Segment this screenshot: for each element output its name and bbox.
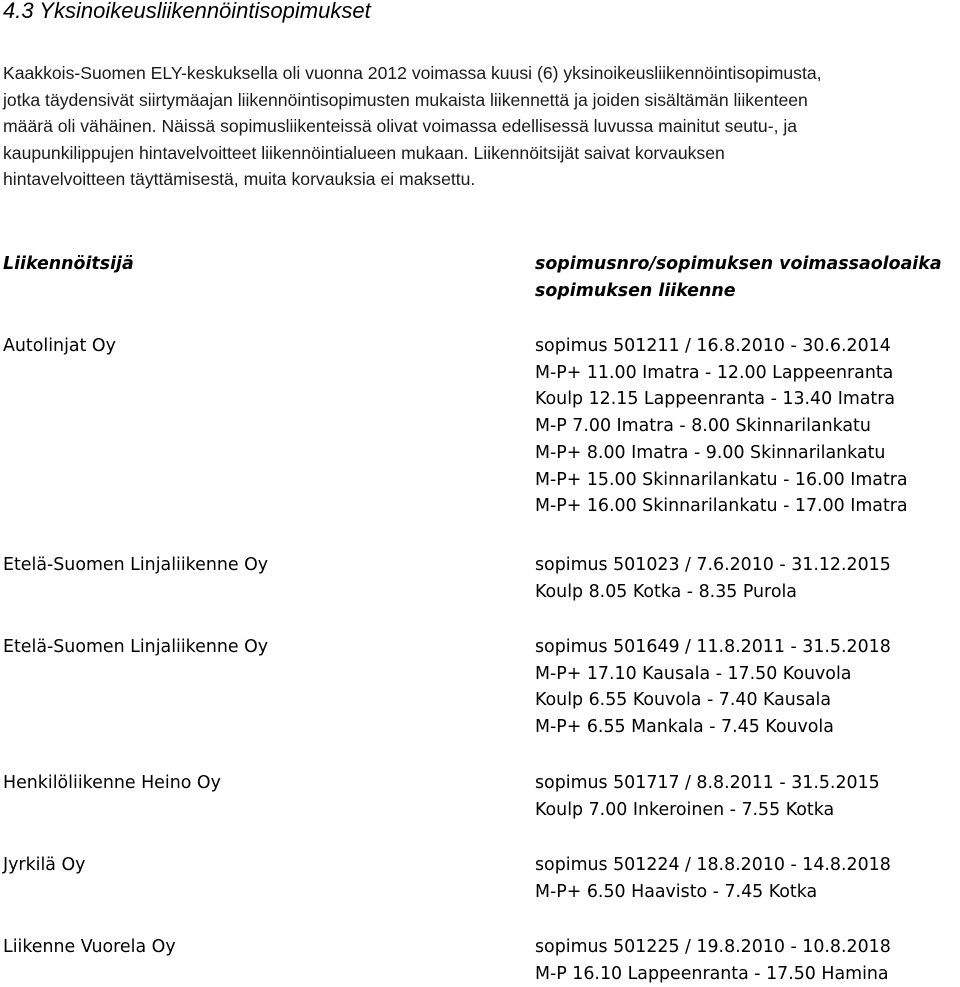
route-line: M-P+ 17.10 Kausala - 17.50 Kouvola <box>535 663 852 684</box>
operator-name: Jyrkilä Oy <box>3 855 86 875</box>
contract-number: sopimus 501649 / 11.8.2011 - 31.5.2018 <box>535 637 891 657</box>
route-line: M-P 16.10 Lappeenranta - 17.50 Hamina <box>535 963 889 984</box>
contract-block <box>535 934 891 987</box>
route-line: M-P 7.00 Imatra - 8.00 Skinnarilankatu <box>535 416 871 437</box>
operator-name: Etelä-Suomen Linjaliikenne Oy <box>3 637 269 657</box>
route-line: M-P+ 6.50 Haavisto - 7.45 Kotka <box>535 881 818 902</box>
intro-line: määrä oli vähäinen. Näissä sopimusliikenteissä olivat voimassa edellisessä luvussa mainitut seutu-, ja <box>3 116 798 137</box>
route-line: Koulp 6.55 Kouvola - 7.40 Kausala <box>535 690 832 711</box>
route-line: Koulp 8.05 Kotka - 8.35 Purola <box>535 581 797 602</box>
route-line: M-P+ 11.00 Imatra - 12.00 Lappeenranta <box>535 362 894 383</box>
section-heading: 4.3 Yksinoikeusliikennöintisopimukset <box>3 0 371 23</box>
contract-number: sopimus 501225 / 19.8.2010 - 10.8.2018 <box>535 937 891 957</box>
contract-number: sopimus 501224 / 18.8.2010 - 14.8.2018 <box>535 855 891 875</box>
contract-block <box>535 552 891 605</box>
contract-block <box>535 634 891 741</box>
route-line: M-P+ 15.00 Skinnarilankatu - 16.00 Imatra <box>535 469 908 490</box>
contract-block <box>535 333 908 520</box>
intro-line: jotka täydensivät siirtymäajan liikennöintisopimusten mukaista liikennettä ja joiden sisältämän liikenteen <box>3 89 808 110</box>
contract-number: sopimus 501023 / 7.6.2010 - 31.12.2015 <box>535 555 891 575</box>
operator-name: Henkilöliikenne Heino Oy <box>3 773 221 793</box>
intro-line: kaupunkilippujen hintavelvoitteet liikennöintialueen mukaan. Liikennöitsijät saivat korvauksen <box>3 142 725 163</box>
header-contract <box>535 251 942 304</box>
operator-name: Autolinjat Oy <box>3 336 116 356</box>
contract-block <box>535 852 891 905</box>
contract-number: sopimus 501717 / 8.8.2011 - 31.5.2015 <box>535 773 880 793</box>
route-line: M-P+ 6.55 Mankala - 7.45 Kouvola <box>535 717 834 738</box>
route-line: M-P+ 16.00 Skinnarilankatu - 17.00 Imatra <box>535 496 908 517</box>
route-line: M-P+ 8.00 Imatra - 9.00 Skinnarilankatu <box>535 442 886 463</box>
intro-line: hintavelvoitteen täyttämisestä, muita korvauksia ei maksettu. <box>3 169 476 190</box>
intro-line: Kaakkois-Suomen ELY-keskuksella oli vuonna 2012 voimassa kuusi (6) yksinoikeusliikennöintisopimusta, <box>3 63 822 83</box>
header-operator: Liikennöitsijä <box>3 254 134 274</box>
intro-paragraph <box>3 60 958 193</box>
contract-block <box>535 770 880 823</box>
operator-name: Etelä-Suomen Linjaliikenne Oy <box>3 555 269 575</box>
contract-number: sopimus 501211 / 16.8.2010 - 30.6.2014 <box>535 336 891 356</box>
operator-name: Liikenne Vuorela Oy <box>3 937 176 957</box>
route-line: Koulp 7.00 Inkeroinen - 7.55 Kotka <box>535 799 835 820</box>
header-traffic-line: sopimuksen liikenne <box>535 280 736 301</box>
route-line: Koulp 12.15 Lappeenranta - 13.40 Imatra <box>535 389 896 410</box>
header-contract-line: sopimusnro/sopimuksen voimassaoloaika <box>535 254 942 274</box>
